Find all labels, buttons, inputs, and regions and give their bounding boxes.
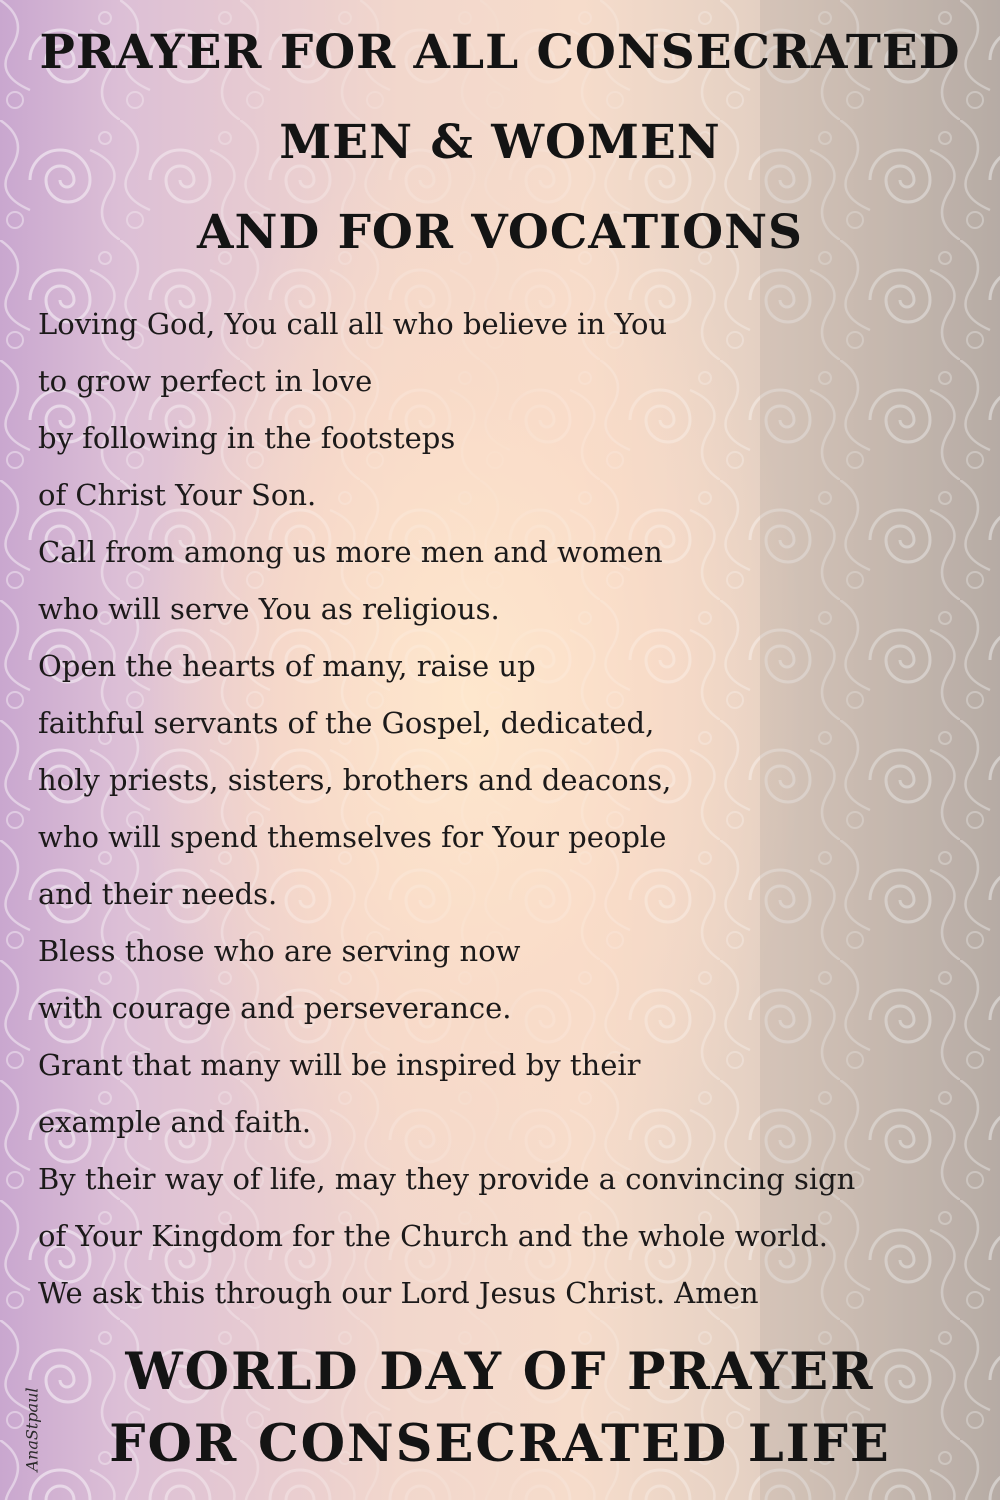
prayer-line: and their needs. — [38, 877, 278, 911]
prayer-line: who will spend themselves for Your people — [38, 820, 667, 854]
prayer-title — [0, 8, 1000, 278]
artist-signature: AnaStpaul — [22, 1387, 42, 1472]
prayer-line: Bless those who are serving now — [38, 934, 521, 968]
prayer-line: Call from among us more men and women — [38, 535, 663, 569]
title-line-2: MEN & WOMEN — [279, 115, 721, 170]
occasion-line-2: FOR CONSECRATED LIFE — [109, 1414, 891, 1474]
prayer-line: by following in the footsteps — [38, 421, 456, 455]
prayer-line: We ask this through our Lord Jesus Christ. Amen — [38, 1276, 759, 1310]
prayer-line: Grant that many will be inspired by their — [38, 1048, 641, 1082]
occasion-line-1: WORLD DAY OF PRAYER — [125, 1342, 875, 1402]
prayer-line: faithful servants of the Gospel, dedicated, — [38, 706, 655, 740]
prayer-line: example and faith. — [38, 1105, 312, 1139]
prayer-line: By their way of life, may they provide a convincing sign — [38, 1162, 856, 1196]
prayer-line: of Your Kingdom for the Church and the whole world. — [38, 1219, 828, 1253]
prayer-line: who will serve You as religious. — [38, 592, 500, 626]
prayer-line: to grow perfect in love — [38, 364, 373, 398]
prayer-line: holy priests, sisters, brothers and deacons, — [38, 763, 672, 797]
prayer-text — [38, 296, 978, 1322]
prayer-line: Open the hearts of many, raise up — [38, 649, 536, 683]
occasion-title — [0, 1336, 1000, 1480]
title-line-3: AND FOR VOCATIONS — [197, 205, 803, 260]
prayer-line: Loving God, You call all who believe in You — [38, 307, 668, 341]
title-line-1: PRAYER FOR ALL CONSECRATED — [39, 25, 961, 80]
prayer-line: of Christ Your Son. — [38, 478, 317, 512]
prayer-line: with courage and perseverance. — [38, 991, 512, 1025]
